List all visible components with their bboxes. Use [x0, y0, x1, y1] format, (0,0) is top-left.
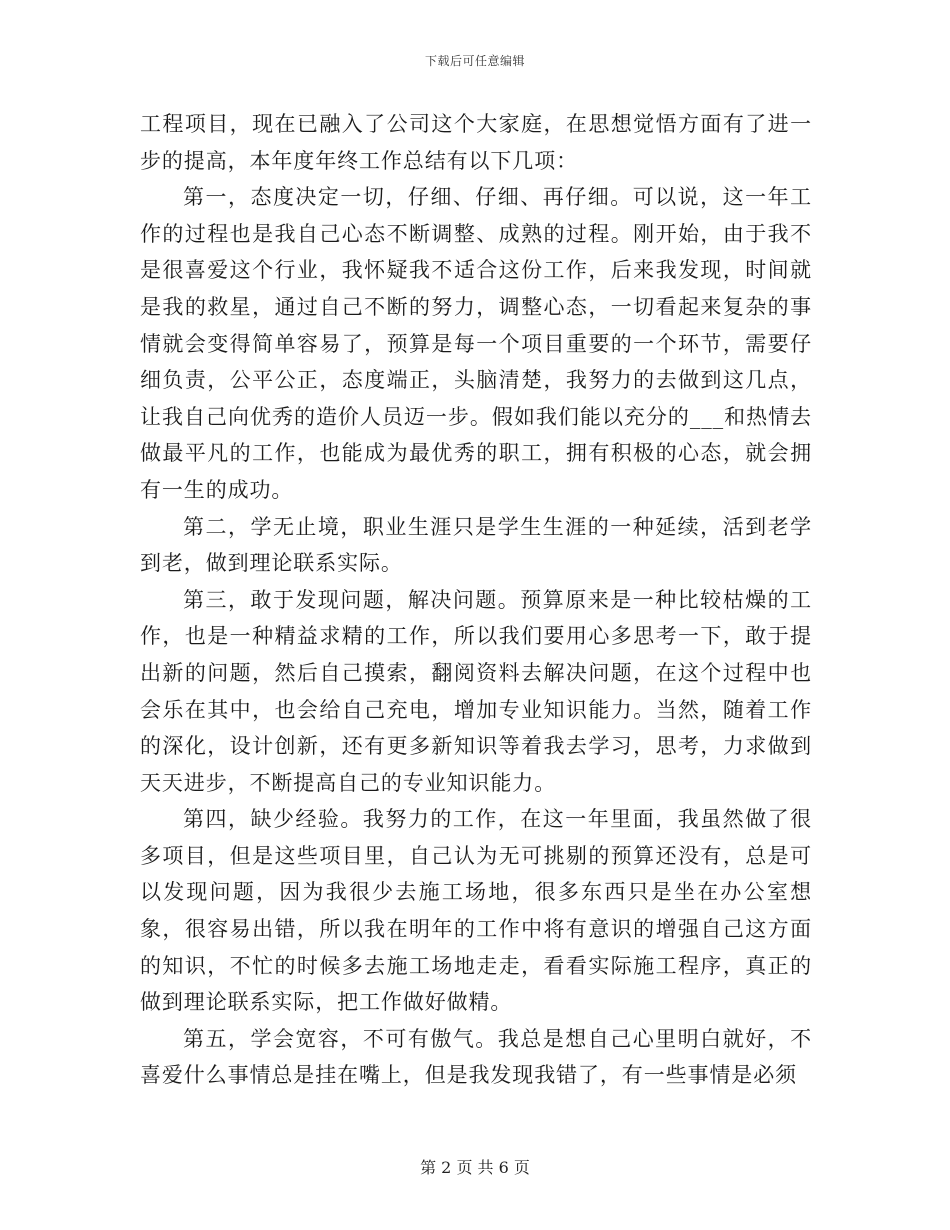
paragraph-point-3: 第三，敢于发现问题，解决问题。预算原来是一种比较枯燥的工作，也是一种精益求精的工作，所以我们要用心多思考一下，敢于提出新的问题，然后自己摸索，翻阅资料去解决问题，在这个过程中也会乐在其中，也会给自己充电，增加专业知识能力。当然，随着工作的深化，设计创新，还有更多新知识等着我去学习，思考，力求做到天天进步，不断提高自己的专业知识能力。: [140, 587, 812, 795]
page-header: 下载后可任意编辑: [424, 54, 525, 68]
paragraph-intro: 工程项目，现在已融入了公司这个大家庭，在思想觉悟方面有了进一步的提高，本年度年终工作总结有以下几项：: [140, 112, 812, 173]
paragraph-point-1: 第一，态度决定一切，仔细、仔细、再仔细。可以说，这一年工作的过程也是我自己心态不断调整、成熟的过程。刚开始，由于我不是很喜爱这个行业，我怀疑我不适合这份工作，后来我发现，时间就是我的救星，通过自己不断的努力，调整心态，一切看起来复杂的事情就会变得简单容易了，预算是每一个项目重要的一个环节，需要仔细负责，公平公正，态度端正，头脑清楚，我努力的去做到这几点，让我自己向优秀的造价人员迈一步。假如我们能以充分的___和热情去做最平凡的工作，也能成为最优秀的职工，拥有积极的心态，就会拥有一生的成功。: [140, 185, 812, 502]
document-body: [140, 106, 812, 1094]
page-number-footer: 第 2 页 共 6 页: [420, 1158, 530, 1177]
paragraph-point-2: 第二，学无止境，职业生涯只是学生生涯的一种延续，活到老学到老，做到理论联系实际。: [140, 514, 812, 576]
paragraph-point-4: 第四，缺少经验。我努力的工作，在这一年里面，我虽然做了很多项目，但是这些项目里，自己认为无可挑剔的预算还没有，总是可以发现问题，因为我很少去施工场地，很多东西只是坐在办公室想象，很容易出错，所以我在明年的工作中将有意识的增强自己这方面的知识，不忙的时候多去施工场地走走，看看实际施工程序，真正的做到理论联系实际，把工作做好做精。: [140, 807, 812, 1015]
paragraph-point-5: 第五，学会宽容，不可有傲气。我总是想自己心里明白就好，不喜爱什么事情总是挂在嘴上，但是我发现我错了，有一些事情是必须: [140, 1026, 812, 1088]
